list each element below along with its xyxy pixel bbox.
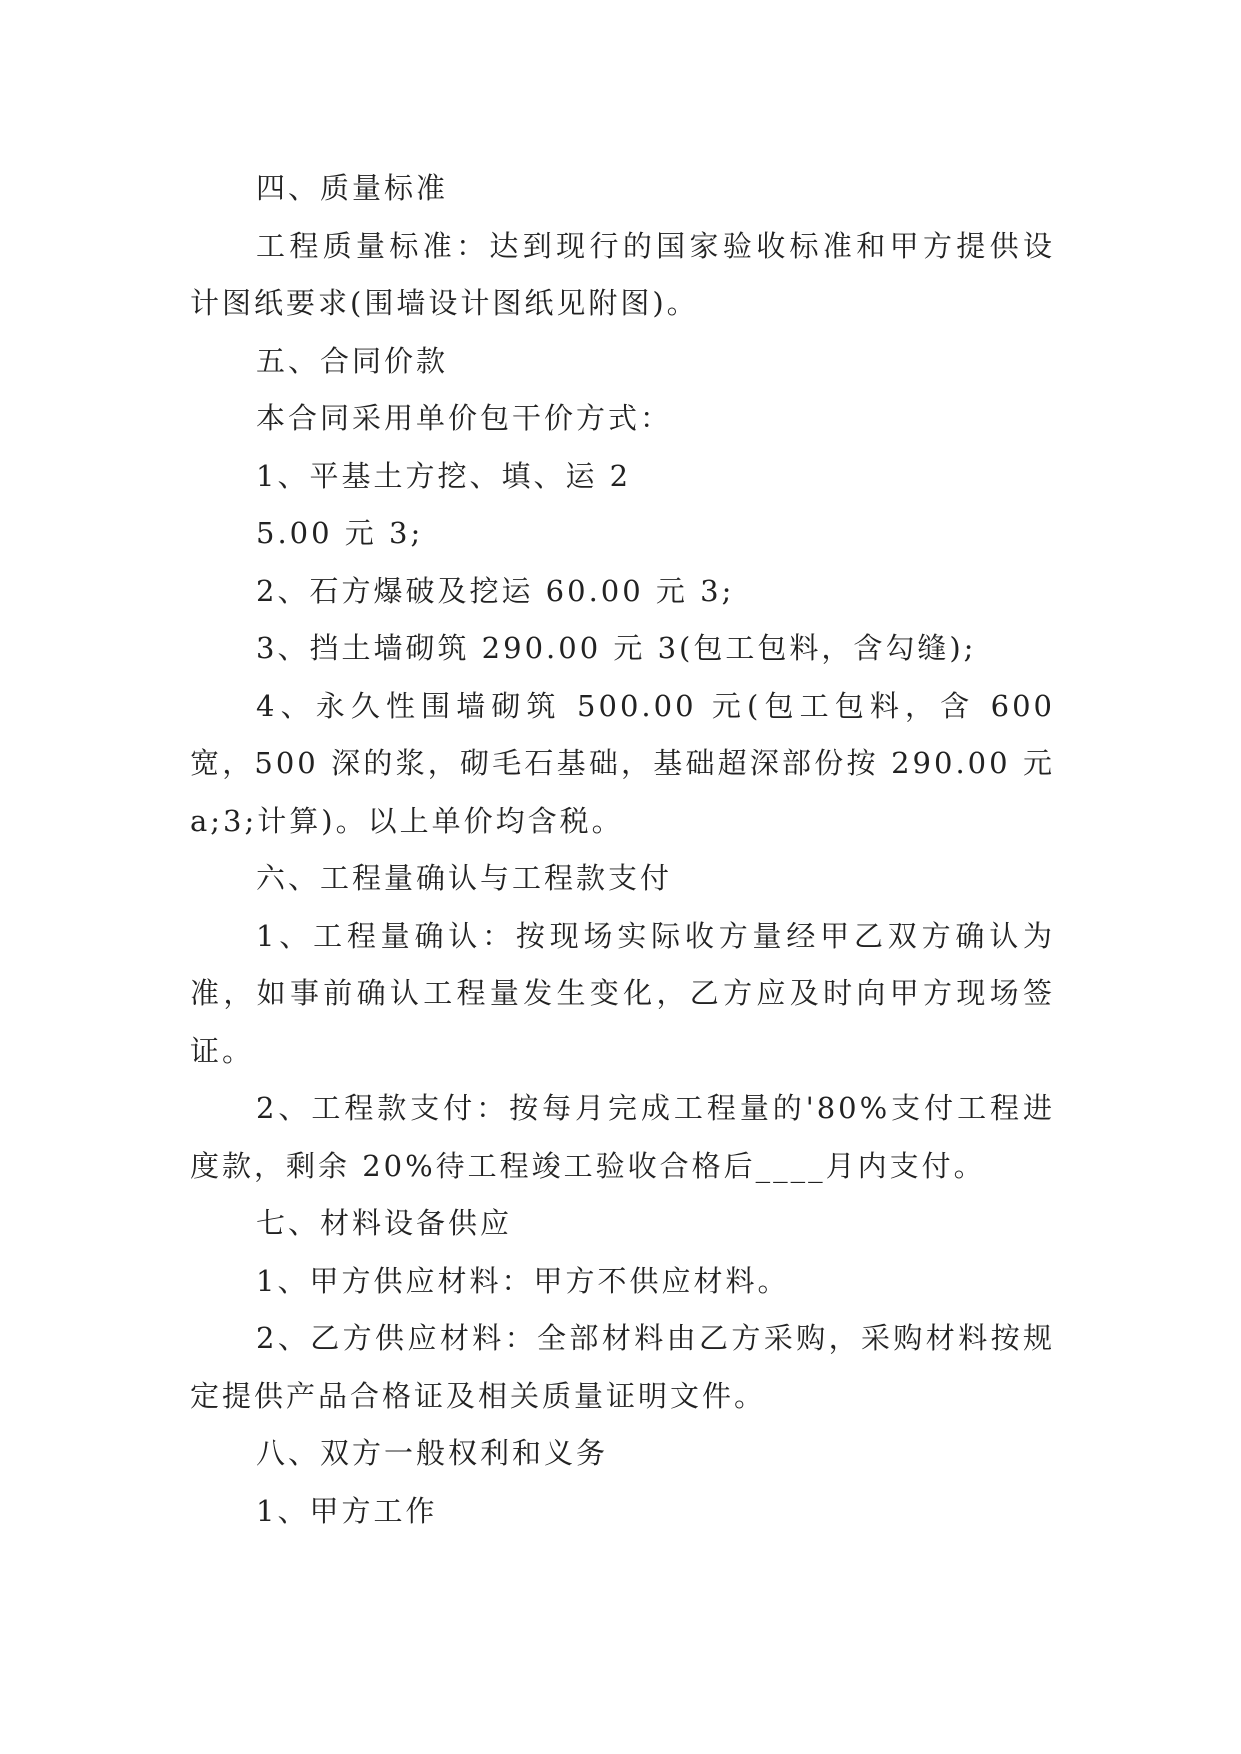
document-body: [190, 160, 1055, 1540]
price-item-rock-blasting: 2、石方爆破及挖运 60.00 元 3;: [256, 573, 735, 608]
price-item-permanent-wall: 4、永久性围墙砌筑 500.00 元(包工包料，含 600 宽，500 深的浆，砌毛石基础，基础超深部份按 290.00 元 a;3;计算)。以上单价均含税。: [190, 688, 1055, 838]
quantity-confirmation-text: 1、工程量确认：按现场实际收方量经甲乙双方确认为准，如事前确认工程量发生变化，乙方应及时向甲方现场签证。: [190, 918, 1055, 1068]
party-b-materials-text: 2、乙方供应材料：全部材料由乙方采购，采购材料按规定提供产品合格证及相关质量证明文件。: [190, 1321, 1055, 1413]
section-heading-rights-obligations: 八、双方一般权利和义务: [256, 1436, 609, 1470]
party-a-work-heading: 1、甲方工作: [256, 1493, 438, 1528]
quality-standard-text: 工程质量标准：达到现行的国家验收标准和甲方提供设计图纸要求(围墙设计图纸见附图)。: [190, 228, 1055, 320]
price-item-earthwork-continued: 5.00 元 3;: [256, 516, 424, 550]
section-heading-quality-standard: 四、质量标准: [256, 171, 449, 205]
price-item-retaining-wall: 3、挡土墙砌筑 290.00 元 3(包工包料，含勾缝);: [256, 631, 977, 665]
price-item-earthwork: 1、平基土方挖、填、运 2: [256, 458, 632, 493]
pricing-method-text: 本合同采用单价包干价方式：: [256, 401, 673, 435]
section-heading-material-supply: 七、材料设备供应: [256, 1206, 513, 1240]
payment-terms-text: 2、工程款支付：按每月完成工程量的'80%支付工程进度款，剩余 20%待工程竣工验收合格后____月内支付。: [190, 1091, 1055, 1183]
party-a-materials-text: 1、甲方供应材料：甲方不供应材料。: [256, 1263, 790, 1298]
section-heading-contract-price: 五、合同价款: [256, 343, 449, 378]
section-heading-quantity-payment: 六、工程量确认与工程款支付: [256, 861, 673, 895]
